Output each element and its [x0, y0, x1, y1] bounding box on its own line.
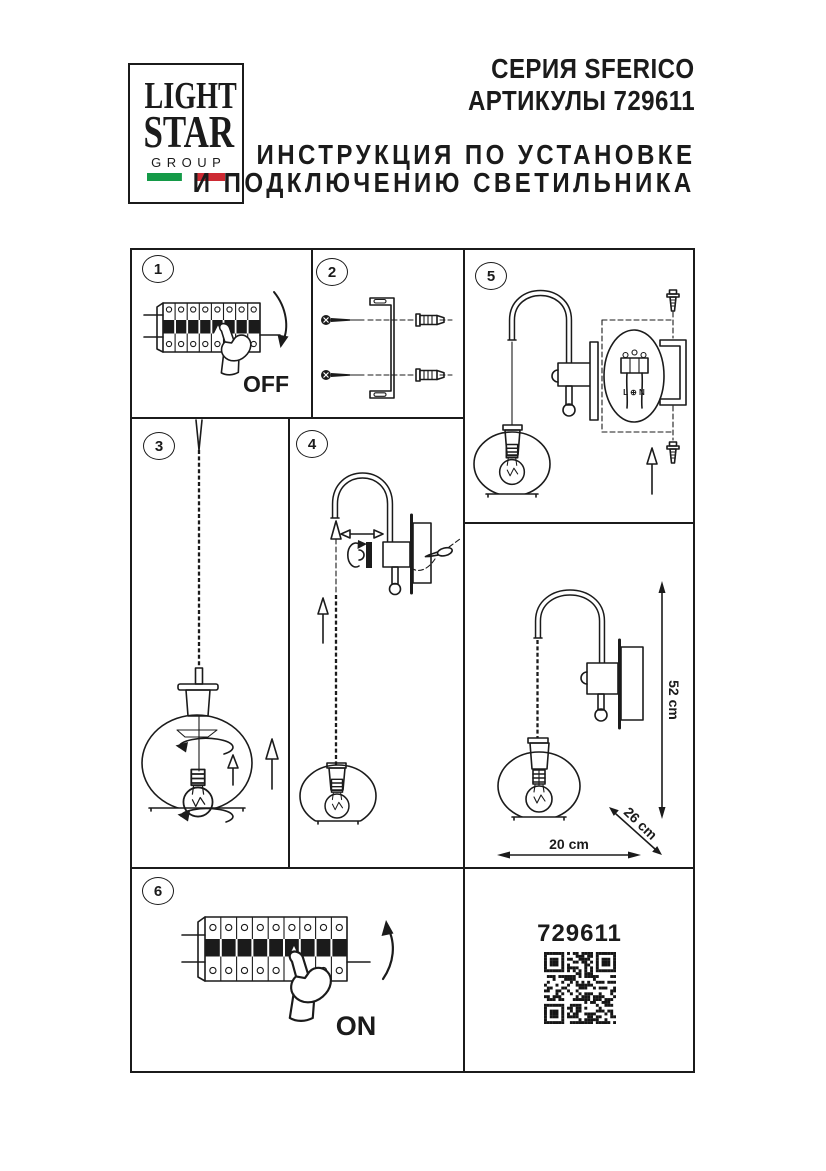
screw-icon: [321, 315, 364, 325]
width-dimension-label: 20 cm: [549, 836, 589, 852]
light-bulb-icon: [325, 779, 349, 818]
up-arrow-icon: [228, 755, 238, 768]
step-number-6: 6: [153, 882, 163, 900]
up-arrow-icon: [266, 739, 278, 759]
light-bulb-icon: [500, 444, 525, 484]
step4-panel: [289, 418, 464, 868]
rotate-on-arrow-icon: [383, 928, 393, 979]
cord-adjust-diagram: [289, 418, 464, 868]
breaker-toggles-up: [206, 939, 347, 957]
wall-plate: [413, 523, 431, 583]
qr-panel: [464, 868, 695, 1073]
step-badge-1: [142, 255, 174, 283]
logo-text-star: STAR: [143, 106, 235, 157]
left-arrow-icon: [341, 530, 350, 538]
wall-mount-wiring-diagram: [464, 248, 695, 523]
instruction-title-line2: И ПОДКЛЮЧЕНИЮ СВЕТИЛЬНИКА: [192, 167, 695, 198]
wall-plate: [621, 647, 643, 720]
shade-assembly-diagram: [130, 418, 289, 868]
screw-icon: [667, 290, 679, 311]
article-number: 729611: [537, 920, 622, 947]
up-arrow-icon: [647, 448, 657, 464]
screwdriver-icon: [425, 546, 454, 560]
article-title: АРТИКУЛЫ 729611: [467, 85, 695, 116]
wall-plate: [590, 342, 598, 420]
logo-text-group: GROUP: [151, 155, 227, 170]
wiring-detail-balloon: [604, 330, 664, 422]
step-badge-4: [296, 430, 328, 458]
instruction-title-line1: ИНСТРУКЦИЯ ПО УСТАНОВКЕ: [256, 139, 695, 170]
logo-text-light: LIGHT: [144, 75, 237, 117]
series-title: СЕРИЯ SFERICO: [491, 53, 695, 84]
on-label: ON: [335, 1011, 377, 1041]
rotate-off-arrow-icon: [274, 292, 286, 341]
step-number-4: 4: [307, 435, 317, 453]
dimensions-diagram: [464, 523, 695, 868]
step-number-2: 2: [327, 263, 337, 281]
step-number-1: 1: [153, 260, 163, 278]
depth-dimension-label: 26 cm: [620, 803, 661, 843]
step-number-5: 5: [486, 267, 496, 285]
step6-panel: [130, 868, 464, 1073]
right-arrow-icon: [374, 530, 383, 538]
breaker-on-diagram: [130, 868, 464, 1073]
step-number-3: 3: [154, 437, 164, 455]
qr-code: [544, 952, 616, 1024]
arm-mount-block: [587, 663, 618, 694]
rotate-arrow-icon: [348, 543, 359, 567]
step-badge-2: [316, 258, 348, 286]
step-badge-6: [142, 877, 174, 905]
step-badge-5: [475, 262, 507, 290]
up-arrow-icon: [331, 521, 341, 539]
screw-icon: [667, 442, 679, 463]
step-badge-3: [143, 432, 175, 460]
up-arrow-icon: [318, 598, 328, 614]
plate-edge: [366, 542, 372, 568]
mounting-bracket: [370, 298, 394, 398]
arm-mount-block: [558, 363, 591, 386]
off-label: OFF: [243, 371, 289, 397]
dimensions-panel: [464, 523, 695, 868]
step5-panel: [464, 248, 695, 523]
arm-mount-block: [383, 542, 410, 567]
screw-icon: [321, 370, 364, 380]
terminal-labels: L ⊕ N: [623, 388, 645, 397]
step3-panel: [130, 418, 289, 868]
height-dimension-label: 52 cm: [666, 680, 682, 720]
